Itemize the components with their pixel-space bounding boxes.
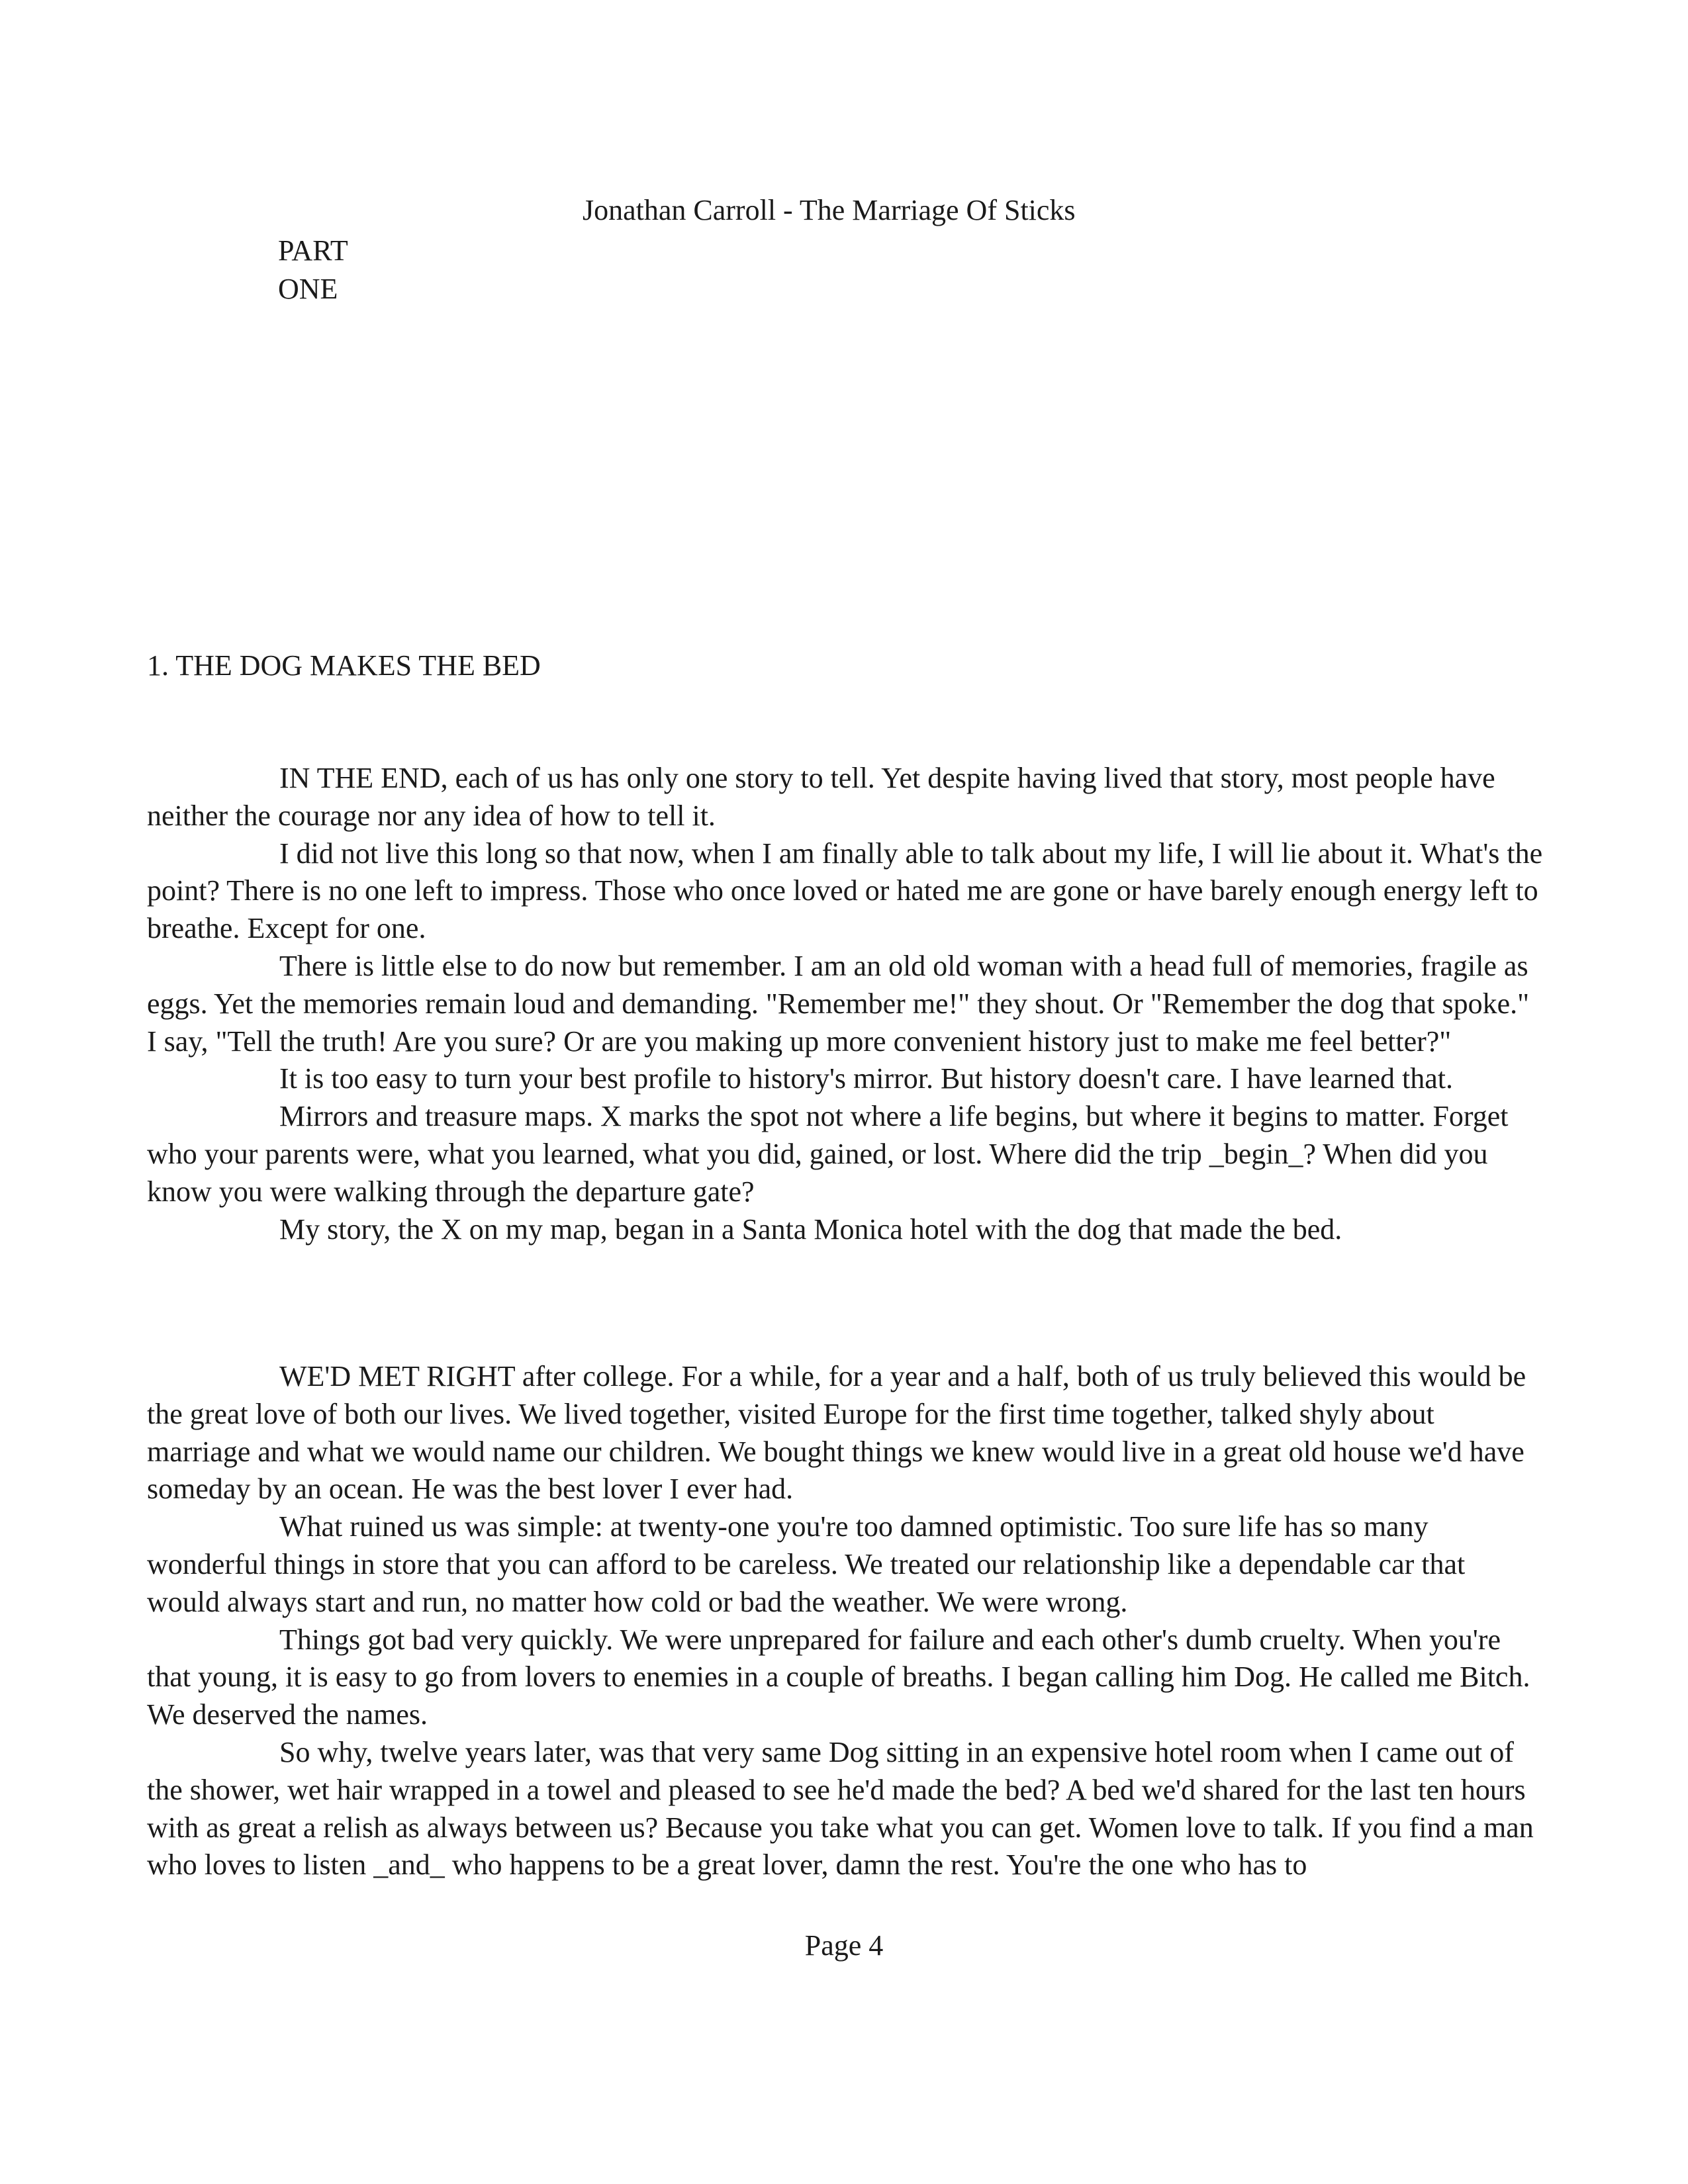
section-2-text xyxy=(147,1358,1544,1884)
paragraph: Mirrors and treasure maps. X marks the spot not where a life begins, but where it begins to matter. Forget who your parents were, what you learned, what you did, gained, or lost. Where did the trip _begin_? When did you know you were walking through the departure gate? xyxy=(147,1100,1509,1208)
page-number: Page 4 xyxy=(804,1929,884,1962)
chapter-heading: 1. THE DOG MAKES THE BED xyxy=(147,649,541,682)
paragraph: WE'D MET RIGHT after college. For a while, for a year and a half, both of us truly believed this would be the great love of both our lives. We lived together, visited Europe for the first time together, talked shyly about marriage and what we would name our children. We bought things we knew would live in a great old house we'd have someday by an ocean. He was the best lover I ever had. xyxy=(147,1360,1526,1506)
paragraph: It is too easy to turn your best profile to history's mirror. But history doesn't care. I have learned that. xyxy=(279,1062,1454,1095)
part-label xyxy=(278,232,348,308)
part-label-line: ONE xyxy=(278,273,338,305)
paragraph: So why, twelve years later, was that very same Dog sitting in an expensive hotel room when I came out of the shower, wet hair wrapped in a towel and pleased to see he'd made the bed? A bed we'd shared for the last ten hours with as great a relish as always between us? Because you take what you can get. Women love to talk. If you find a man who loves to listen _and_ who happens to be a great lover, damn the rest. You're the one who has to xyxy=(147,1735,1534,1882)
part-label-line: PART xyxy=(278,234,348,267)
section-1-text xyxy=(147,760,1544,1248)
paragraph: What ruined us was simple: at twenty-one you're too damned optimistic. Too sure life has so many wonderful things in store that you can afford to be careless. We treated our relationship like a dependable car that would always start and run, no matter how cold or bad the weather. We were wrong. xyxy=(147,1510,1466,1618)
paragraph: IN THE END, each of us has only one story to tell. Yet despite having lived that story, most people have neither the courage nor any idea of how to tell it. xyxy=(147,762,1495,832)
paragraph: I did not live this long so that now, when I am finally able to talk about my life, I will lie about it. What's the point? There is no one left to impress. Those who once loved or hated me are gone or have barely enough energy left to breathe. Except for one. xyxy=(147,837,1543,945)
paragraph: There is little else to do now but remember. I am an old old woman with a head full of memories, fragile as eggs. Yet the memories remain loud and demanding. "Remember me!" they shout. Or "Remember the dog that spoke." I say, "Tell the truth! Are you sure? Or are you making up more convenient history just to make me feel better?" xyxy=(147,949,1530,1058)
paragraph: My story, the X on my map, began in a Santa Monica hotel with the dog that made the bed. xyxy=(279,1212,1342,1246)
paragraph: Things got bad very quickly. We were unprepared for failure and each other's dumb cruelty. When you're that young, it is easy to go from lovers to enemies in a couple of breaths. I began calling him Dog. He called me Bitch. We deserved the names. xyxy=(147,1623,1530,1731)
running-title: Jonathan Carroll - The Marriage Of Sticks xyxy=(583,194,1076,226)
